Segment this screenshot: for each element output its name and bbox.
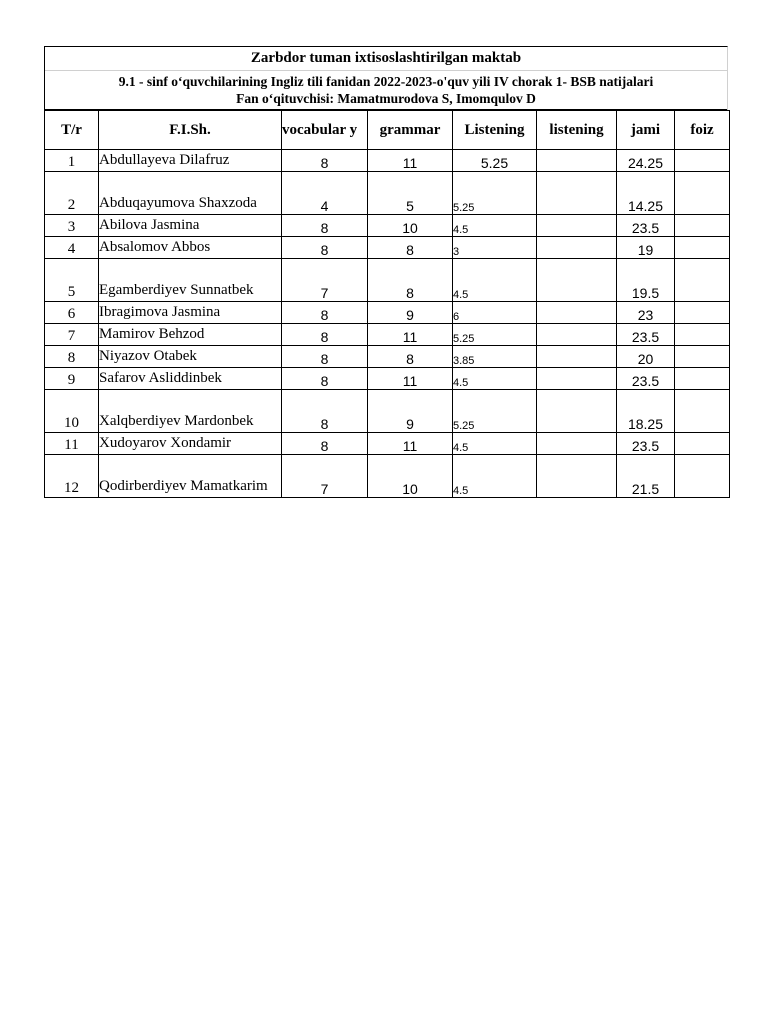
grammar-score: 5 xyxy=(368,172,453,215)
jami-score: 19 xyxy=(617,237,675,259)
header-vocabulary: vocabular y xyxy=(282,111,368,150)
listening-score: 3.85 xyxy=(453,346,537,368)
jami-score: 23.5 xyxy=(617,215,675,237)
table-row xyxy=(45,324,730,346)
student-name: Egamberdiyev Sunnatbek xyxy=(99,259,282,302)
listening-score: 5.25 xyxy=(453,150,537,172)
listening-score: 4.5 xyxy=(453,455,537,498)
student-name: Ibragimova Jasmina xyxy=(99,302,282,324)
jami-score: 23.5 xyxy=(617,324,675,346)
listening-2-score xyxy=(537,324,617,346)
foiz-score xyxy=(675,324,730,346)
row-number: 10 xyxy=(45,390,99,433)
table-row xyxy=(45,390,730,433)
header-num: T/r xyxy=(45,111,99,150)
row-number: 3 xyxy=(45,215,99,237)
table-row xyxy=(45,302,730,324)
table-row xyxy=(45,368,730,390)
grammar-score: 9 xyxy=(368,390,453,433)
listening-2-score xyxy=(537,259,617,302)
vocab-score: 8 xyxy=(282,346,368,368)
header-listening: Listening xyxy=(453,111,537,150)
table-row xyxy=(45,172,730,215)
jami-score: 21.5 xyxy=(617,455,675,498)
listening-2-score xyxy=(537,150,617,172)
jami-score: 23 xyxy=(617,302,675,324)
grammar-score: 10 xyxy=(368,215,453,237)
listening-2-score xyxy=(537,368,617,390)
table-row xyxy=(45,433,730,455)
row-number: 7 xyxy=(45,324,99,346)
table-row xyxy=(45,215,730,237)
listening-score: 5.25 xyxy=(453,324,537,346)
student-name: Xudoyarov Xondamir xyxy=(99,433,282,455)
row-number: 1 xyxy=(45,150,99,172)
student-name: Safarov Asliddinbek xyxy=(99,368,282,390)
grammar-score: 8 xyxy=(368,259,453,302)
foiz-score xyxy=(675,215,730,237)
foiz-score xyxy=(675,237,730,259)
header-listening-2: listening xyxy=(537,111,617,150)
table-row xyxy=(45,346,730,368)
vocab-score: 8 xyxy=(282,368,368,390)
vocab-score: 4 xyxy=(282,172,368,215)
results-table xyxy=(44,110,730,498)
foiz-score xyxy=(675,368,730,390)
student-name: Qodirberdiyev Mamatkarim xyxy=(99,455,282,498)
jami-score: 23.5 xyxy=(617,433,675,455)
listening-2-score xyxy=(537,433,617,455)
foiz-score xyxy=(675,346,730,368)
foiz-score xyxy=(675,390,730,433)
grammar-score: 11 xyxy=(368,433,453,455)
row-number: 9 xyxy=(45,368,99,390)
foiz-score xyxy=(675,433,730,455)
foiz-score xyxy=(675,259,730,302)
listening-score: 4.5 xyxy=(453,259,537,302)
jami-score: 14.25 xyxy=(617,172,675,215)
listening-2-score xyxy=(537,390,617,433)
student-name: Niyazov Otabek xyxy=(99,346,282,368)
vocab-score: 7 xyxy=(282,259,368,302)
header-block xyxy=(44,46,728,110)
foiz-score xyxy=(675,302,730,324)
student-name: Abduqayumova Shaxzoda xyxy=(99,172,282,215)
header-jami: jami xyxy=(617,111,675,150)
row-number: 11 xyxy=(45,433,99,455)
grammar-score: 9 xyxy=(368,302,453,324)
grammar-score: 11 xyxy=(368,150,453,172)
vocab-score: 8 xyxy=(282,302,368,324)
jami-score: 19.5 xyxy=(617,259,675,302)
student-name: Absalomov Abbos xyxy=(99,237,282,259)
student-name: Abilova Jasmina xyxy=(99,215,282,237)
table-row xyxy=(45,237,730,259)
grammar-score: 8 xyxy=(368,346,453,368)
vocab-score: 8 xyxy=(282,237,368,259)
listening-score: 3 xyxy=(453,237,537,259)
foiz-score xyxy=(675,150,730,172)
header-row xyxy=(45,111,730,150)
listening-score: 5.25 xyxy=(453,390,537,433)
row-number: 5 xyxy=(45,259,99,302)
table-row xyxy=(45,455,730,498)
listening-score: 4.5 xyxy=(453,433,537,455)
jami-score: 24.25 xyxy=(617,150,675,172)
table-row xyxy=(45,150,730,172)
foiz-score xyxy=(675,455,730,498)
grammar-score: 10 xyxy=(368,455,453,498)
vocab-score: 8 xyxy=(282,390,368,433)
header-name: F.I.Sh. xyxy=(99,111,282,150)
listening-2-score xyxy=(537,172,617,215)
header-grammar: grammar xyxy=(368,111,453,150)
student-name: Abdullayeva Dilafruz xyxy=(99,150,282,172)
listening-score: 4.5 xyxy=(453,368,537,390)
teacher-line: Fan o‘qituvchisi: Mamatmurodova S, Imomqulov D xyxy=(45,91,727,110)
listening-score: 4.5 xyxy=(453,215,537,237)
vocab-score: 7 xyxy=(282,455,368,498)
listening-2-score xyxy=(537,346,617,368)
jami-score: 23.5 xyxy=(617,368,675,390)
row-number: 4 xyxy=(45,237,99,259)
vocab-score: 8 xyxy=(282,324,368,346)
report-subtitle: 9.1 - sinf o‘quvchilarining Ingliz tili fanidan 2022-2023-o'quv yili IV chorak 1- BSB natijalari xyxy=(118,74,654,89)
grammar-score: 11 xyxy=(368,324,453,346)
row-number: 12 xyxy=(45,455,99,498)
foiz-score xyxy=(675,172,730,215)
grammar-score: 11 xyxy=(368,368,453,390)
listening-score: 5.25 xyxy=(453,172,537,215)
vocab-score: 8 xyxy=(282,215,368,237)
header-foiz: foiz xyxy=(675,111,730,150)
listening-2-score xyxy=(537,237,617,259)
table-row xyxy=(45,259,730,302)
listening-2-score xyxy=(537,215,617,237)
row-number: 6 xyxy=(45,302,99,324)
grammar-score: 8 xyxy=(368,237,453,259)
results-body xyxy=(45,150,730,498)
results-sheet xyxy=(44,46,728,498)
listening-2-score xyxy=(537,302,617,324)
row-number: 8 xyxy=(45,346,99,368)
listening-2-score xyxy=(537,455,617,498)
vocab-score: 8 xyxy=(282,433,368,455)
listening-score: 6 xyxy=(453,302,537,324)
school-title: Zarbdor tuman ixtisoslashtirilgan maktab xyxy=(45,47,727,71)
student-name: Xalqberdiyev Mardonbek xyxy=(99,390,282,433)
jami-score: 18.25 xyxy=(617,390,675,433)
jami-score: 20 xyxy=(617,346,675,368)
vocab-score: 8 xyxy=(282,150,368,172)
student-name: Mamirov Behzod xyxy=(99,324,282,346)
row-number: 2 xyxy=(45,172,99,215)
